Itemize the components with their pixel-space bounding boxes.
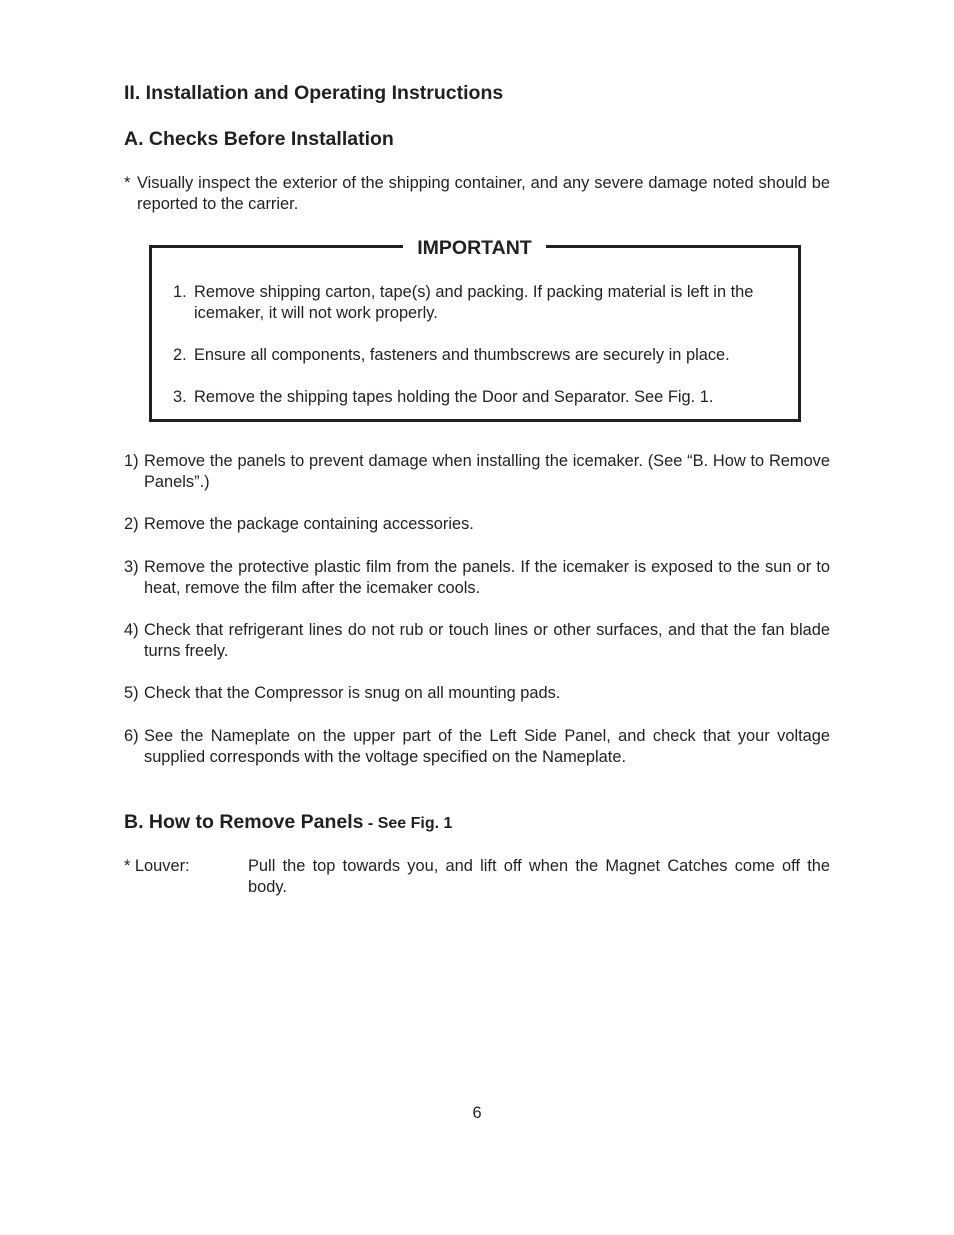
step-text: Check that refrigerant lines do not rub or touch lines or other surfaces, and that the fan blade turns freely. [144,621,830,660]
step-number: 1) [124,452,139,470]
step-text: See the Nameplate on the upper part of the Left Side Panel, and check that your voltage supplied corresponds with the voltage specified on the Nameplate. [144,727,830,766]
step-text: Remove the protective plastic film from the panels. If the icemaker is exposed to the sun or to heat, remove the film after the icemaker cools. [144,558,830,597]
step-number: 5) [124,684,139,702]
remove-panels-note: - See Fig. 1 [363,815,453,832]
louver-instruction [124,856,830,898]
important-text: Ensure all components, fasteners and thumbscrews are securely in place. [194,346,730,364]
page-number: 6 [472,1104,482,1122]
important-text: Remove the shipping tapes holding the Door and Separator. See Fig. 1. [194,388,714,406]
step-number: 3) [124,558,139,576]
louver-label: * Louver: [124,857,190,875]
remove-panels-title: B. How to Remove Panels [124,811,364,833]
step-number: 4) [124,621,139,639]
important-title: IMPORTANT [403,236,546,260]
checks-heading: A. Checks Before Installation [124,128,394,150]
step-item [124,683,830,704]
step-item [124,557,830,599]
step-item [124,514,830,535]
important-number: 2. [173,346,187,364]
step-text: Remove the package containing accessories. [144,515,474,533]
bullet-marker: * [124,174,131,192]
intro-text: Visually inspect the exterior of the shipping container, and any severe damage noted should be reported to the carrier. [137,174,830,213]
section-heading: II. Installation and Operating Instructions [124,82,504,104]
louver-text: Pull the top towards you, and lift off when the Magnet Catches come off the body. [248,857,830,896]
remove-panels-heading [124,811,452,835]
intro-paragraph [124,173,830,215]
important-item [173,282,783,324]
step-number: 6) [124,727,139,745]
step-item [124,726,830,768]
important-number: 3. [173,388,187,406]
important-number: 1. [173,283,187,301]
step-item [124,620,830,662]
step-text: Remove the panels to prevent damage when installing the icemaker. (See “B. How to Remove Panels”.) [144,452,830,491]
step-number: 2) [124,515,139,533]
important-item [173,345,783,366]
important-item [173,387,783,408]
step-text: Check that the Compressor is snug on all mounting pads. [144,684,561,702]
important-text: Remove shipping carton, tape(s) and packing. If packing material is left in the icemaker, it will not work properly. [194,283,754,322]
step-item [124,451,830,493]
